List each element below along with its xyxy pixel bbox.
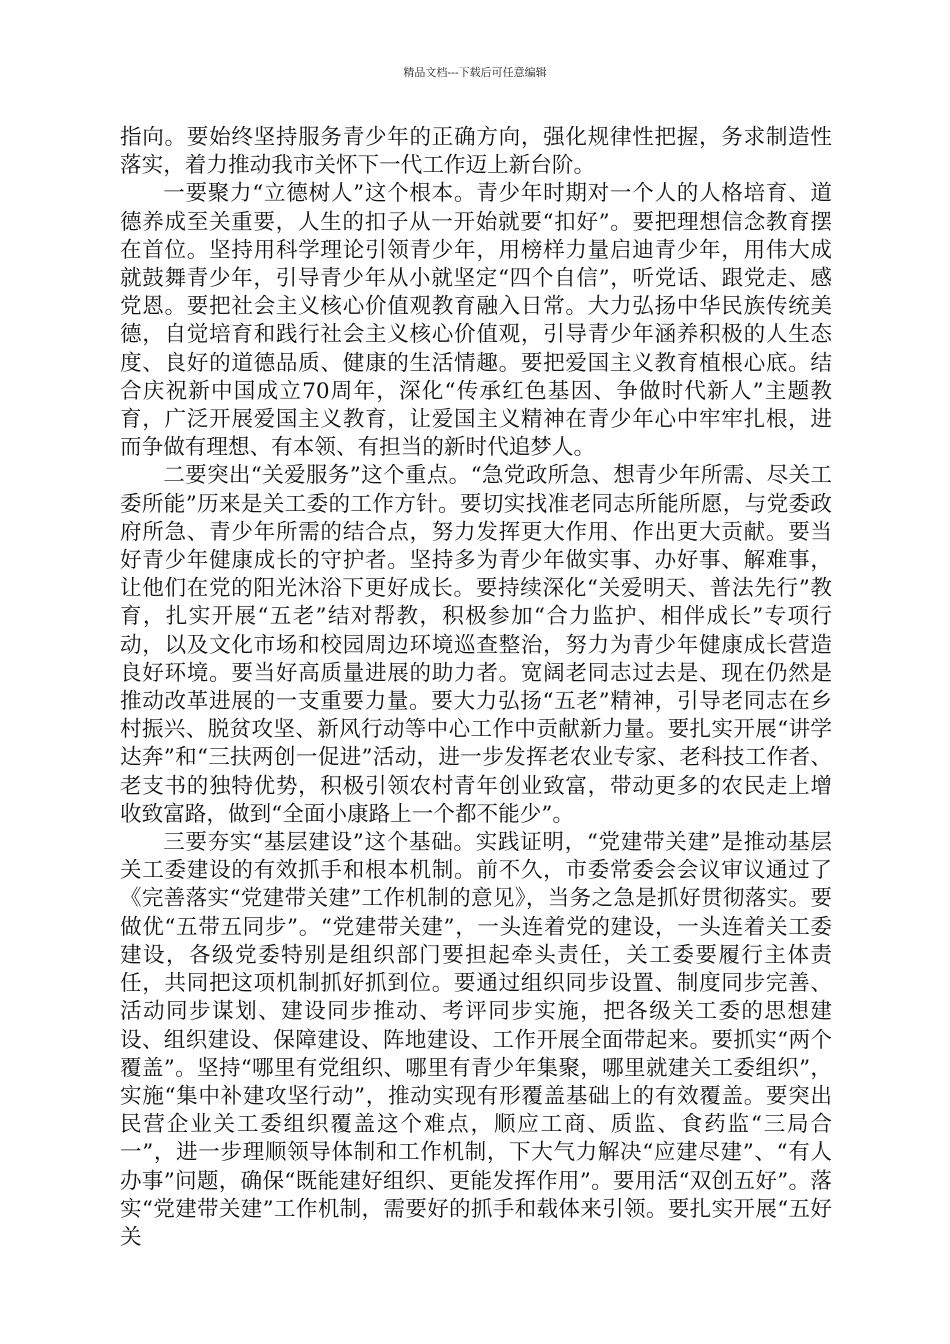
- paragraph-continuation: 指向。要始终坚持服务青少年的正确方向，强化规律性把握，务求制造性落实，着力推动我市关怀下一代工作迈上新台阶。: [120, 125, 832, 179]
- paragraph-lide-shuren: 一要聚力“立德树人”这个根本。青少年时期对一个人的人格培育、道德养成至关重要，人生的扣子从一开始就要“扣好”。要把理想信念教育摆在首位。坚持用科学理论引领青少年，用榜样力量启迪青少年，用伟大成就鼓舞青少年，引导青少年从小就坚定“四个自信”，听党话、跟党走、感党恩。要把社会主义核心价值观教育融入日常。大力弘扬中华民族传统美德，自觉培育和践行社会主义核心价值观，引导青少年涵养积极的人生态度、良好的道德品质、健康的生活情趣。要把爱国主义教育植根心底。结合庆祝新中国成立70周年，深化“传承红色基因、争做时代新人”主题教育，广泛开展爱国主义教育，让爱国主义精神在青少年心中牢牢扎根，进而争做有理想、有本领、有担当的新时代追梦人。: [120, 181, 832, 461]
- document-body: [120, 124, 832, 1252]
- page-header: 精品文档---下载后可任意编辑: [403, 66, 547, 79]
- paragraph-guanai-fuwu: 二要突出“关爱服务”这个重点。“急党政所急、想青少年所需、尽关工委所能”历来是关工委的工作方针。要切实找准老同志所能所愿，与党委政府所急、青少年所需的结合点，努力发挥更大作用、作出更大贡献。要当好青少年健康成长的守护者。坚持多为青少年做实事、办好事、解难事，让他们在党的阳光沐浴下更好成长。要持续深化“关爱明天、普法先行”教育，扎实开展“五老”结对帮教，积极参加“合力监护、相伴成长”专项行动，以及文化市场和校园周边环境巡查整治，努力为青少年健康成长营造良好环境。要当好高质量进展的助力者。宽阔老同志过去是、现在仍然是推动改革进展的一支重要力量。要大力弘扬“五老”精神，引导老同志在乡村振兴、脱贫攻坚、新风行动等中心工作中贡献新力量。要扎实开展“讲学达奔”和“三扶两创一促进”活动，进一步发挥老农业专家、老科技工作者、老支书的独特优势，积极引领农村青年创业致富，带动更多的农民走上增收致富路，做到“全面小康路上一个都不能少”。: [120, 463, 832, 827]
- paragraph-jiceng-jianshe: 三要夯实“基层建设”这个基础。实践证明，“党建带关建”是推动基层关工委建设的有效抓手和根本机制。前不久，市委常委会会议审议通过了《完善落实“党建带关建”工作机制的意见》，当务之急是抓好贯彻落实。要做优“五带五同步”。“党建带关建”，一头连着党的建设，一头连着关工委建设，各级党委特别是组织部门要担起牵头责任，关工委要履行主体责任，共同把这项机制抓好抓到位。要通过组织同步设置、制度同步完善、活动同步谋划、建设同步推动、考评同步实施，把各级关工委的思想建设、组织建设、保障建设、阵地建设、工作开展全面带起来。要抓实“两个覆盖”。坚持“哪里有党组织、哪里有青少年集聚，哪里就建关工委组织”，实施“集中补建攻坚行动”，推动实现有形覆盖基础上的有效覆盖。要突出民营企业关工委组织覆盖这个难点，顺应工商、质监、食药监“三局合一”，进一步理顺领导体制和工作机制，下大气力解决“应建尽建”、“有人办事”问题，确保“既能建好组织、更能发挥作用”。要用活“双创五好”。落实“党建带关建”工作机制，需要好的抓手和载体来引领。要扎实开展“五好关: [120, 830, 832, 1250]
